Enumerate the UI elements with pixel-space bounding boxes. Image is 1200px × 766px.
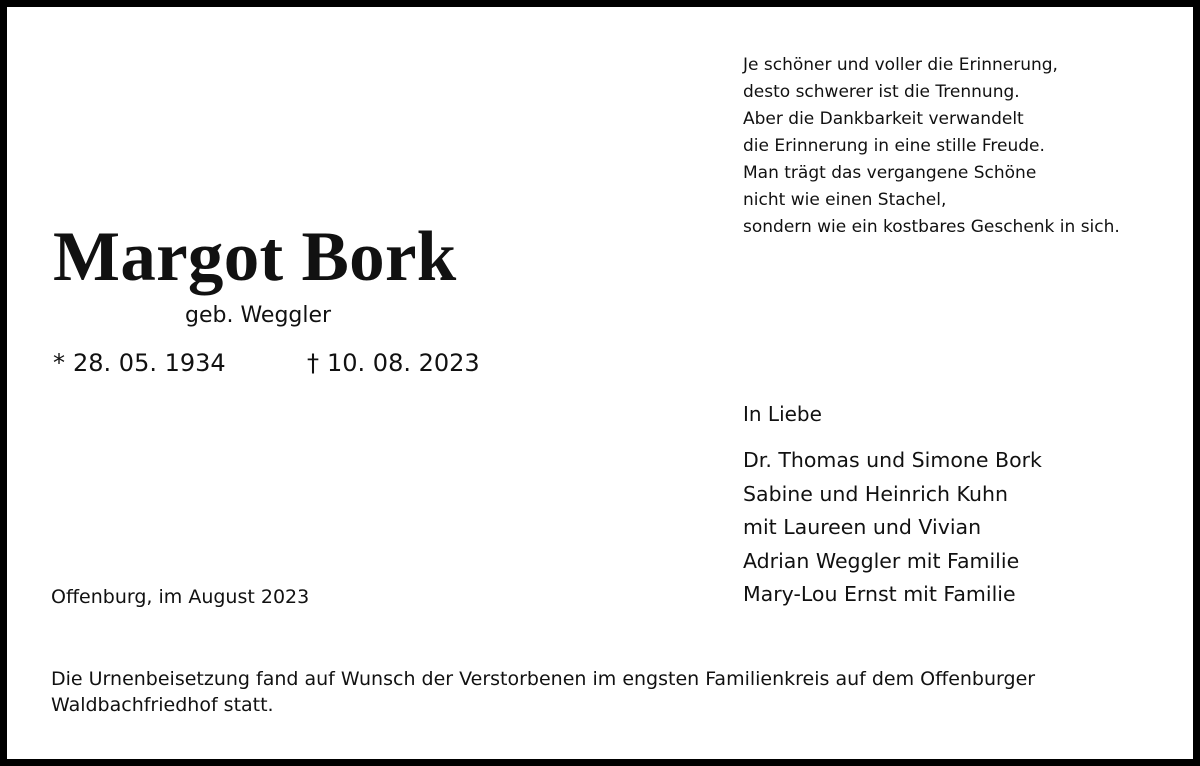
poem-line: Je schöner und voller die Erinnerung, — [743, 55, 1058, 75]
mourners-intro: In Liebe — [743, 402, 822, 426]
mourner-name: Adrian Weggler mit Familie — [743, 548, 1020, 573]
death-cross-icon: † — [307, 349, 319, 377]
birth-star-icon: * — [53, 349, 65, 377]
birth-date: 28. 05. 1934 — [73, 349, 226, 377]
mourner-name: mit Laureen und Vivian — [743, 515, 982, 539]
poem-line: nicht wie einen Stachel, — [743, 190, 947, 210]
poem-line: Aber die Dankbarkeit verwandelt — [743, 109, 1024, 129]
poem-line: desto schwerer ist die Trennung. — [743, 82, 1020, 102]
birth-line — [53, 347, 226, 379]
memorial-poem — [743, 52, 1120, 241]
burial-note: Die Urnenbeisetzung fand auf Wunsch der Verstorbenen im engsten Familienkreis auf dem Offenburger Waldbachfriedhof statt. — [51, 668, 1036, 716]
maiden-name: geb. Weggler — [185, 303, 332, 328]
mourners-list — [743, 444, 1042, 612]
poem-line: die Erinnerung in eine stille Freude. — [743, 136, 1045, 156]
poem-line: Man trägt das vergangene Schöne — [743, 163, 1037, 183]
poem-line: sondern wie ein kostbares Geschenk in sich. — [743, 217, 1120, 237]
mourner-name: Sabine und Heinrich Kuhn — [743, 481, 1008, 506]
obituary-notice — [7, 7, 1193, 759]
mourner-name: Dr. Thomas und Simone Bork — [743, 448, 1042, 472]
mourner-name: Mary-Lou Ernst mit Familie — [743, 582, 1016, 606]
place-and-date: Offenburg, im August 2023 — [51, 586, 310, 608]
death-date: 10. 08. 2023 — [327, 349, 480, 377]
death-line — [307, 347, 480, 379]
deceased-name: Margot Bork — [53, 218, 457, 296]
